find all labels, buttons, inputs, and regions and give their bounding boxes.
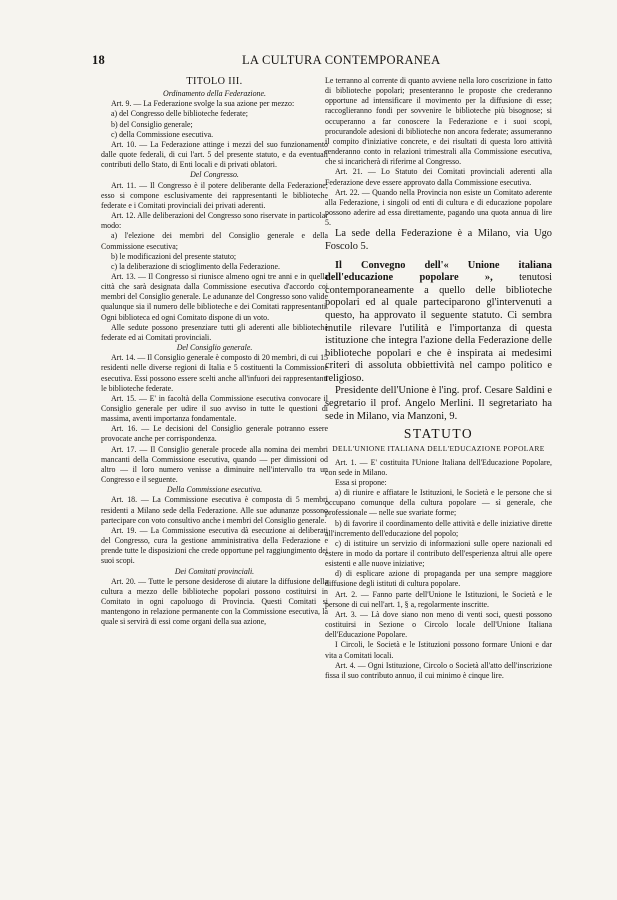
notice-text: tenutosi contemporaneamente a quello delle biblioteche popolari ed al quale parteciparono gl'intervenuti a questo, ha approvato il seguente statuto. Ci sembra inutile rilevare l'utilità e l'importanza di questa istituzione che integra l'azione della Federazione delle biblioteche popolari e che è inspirata ai medesimi criteri di assoluta obbiettività nel campo politico e religioso. (325, 272, 553, 384)
paragraph: Art. 14. — Il Consiglio generale è composto di 20 membri, di cui 15 residenti nelle diverse regioni di Italia e 5 costituenti la Commissione esecutiva. Essi possono essere scelti anche all'infuori dei rappresentanti le biblioteche federate. (101, 353, 328, 393)
paragraph: Art. 22. — Quando nella Provincia non esiste un Comitato aderente alla Federazione, i singoli od enti di cultura e di educazione popolare possono aderire ad essa direttamente, pagando una quota annua di lire 5. (325, 187, 552, 228)
paragraph: Art. 16. — Le decisioni del Consiglio generale potranno essere provocate anche per corrispondenza. (101, 424, 328, 444)
left-column (101, 76, 328, 627)
notice-lead: Il Convegno dell'« Unione italiana dell'educazione popolare », (325, 259, 552, 284)
page-number: 18 (92, 53, 106, 67)
paragraph: Le terranno al corrente di quanto avviene nella loro coscrizione in fatto di biblioteche popolari; presenteranno le proposte che crederanno opportune ad intensificare il movimento per la diffusione di esse; raccoglieranno fondi per sovvenire le biblioteche più bisognose; si occuperanno a far conoscere la Federazione e i suoi scopi, procurandole adesioni di biblioteche non ancora federate; assumeranno il compito d'iniziative concrete, e dei risultati di questa loro attività renderanno conto in relazioni trimestrali alla Commissione esecutiva, che si incaricherà di riferirne al Congresso. (325, 76, 552, 167)
running-title: LA CULTURA CONTEMPORANEA (242, 53, 441, 67)
paragraph: Art. 17. — Il Consiglio generale procede alla nomina dei membri mancanti della Commissione esecutiva, quando — per dimissioni od altro — il loro numero venisse a diminuire nell'intervallo tra un Congresso e il seguente. (101, 444, 328, 485)
paragraph: a) del Congresso delle biblioteche federate; (111, 109, 248, 119)
paragraph: Art. 9. — La Federazione svolge la sua azione per mezzo: (111, 99, 295, 109)
section-subheading: Del Congresso. (190, 170, 239, 180)
paragraph: I Circoli, le Società e le Istituzioni possono formare Unioni e dar vita a Comitati locali. (325, 640, 552, 660)
section-title: TITOLO III. (186, 76, 243, 87)
paragraph: c) della Commissione esecutiva. (111, 129, 214, 139)
paragraph: Alle sedute possono presenziare tutti gli aderenti alle biblioteche federate ed ai Comitati provinciali. (101, 322, 328, 342)
paragraph: Art. 15. — E' in facoltà della Commissione esecutiva convocare il Consiglio generale per udire il suo avviso in tutte le questioni di massima, aventi importanza fondamentale. (101, 393, 328, 424)
page-header (92, 53, 552, 69)
section-subheading: Dei Comitati provinciali. (174, 566, 255, 576)
paragraph: Art. 1. — E' costituita l'Unione Italiana dell'Educazione Popolare, con sede in Milano. (325, 457, 552, 477)
section-subheading: Ordinamento della Federazione. (163, 89, 266, 99)
statute-subtitle: DELL'UNIONE ITALIANA DELL'EDUCAZIONE POPOLARE (332, 444, 545, 454)
section-subheading: Del Consiglio generale. (176, 343, 253, 353)
paragraph: c) la deliberazione di scioglimento della Federazione. (111, 261, 280, 271)
notice-paragraph (325, 260, 552, 386)
section-subheading: Della Commissione esecutiva. (166, 485, 263, 495)
paragraph: a) di riunire e affiatare le Istituzioni, le Società e le persone che si occupano comunque della cultura popolare — sì generale, che professionale — nelle sue svariate forme; (325, 488, 552, 518)
right-column (325, 76, 552, 681)
paragraph: Art. 13. — Il Congresso si riunisce almeno ogni tre anni e in quella città che sarà designata dalla Commissione esecutiva d'accordo coi membri del Consiglio generale. Le adunanze del Congresso sono valide qualunque sia il numero delle biblioteche e dei Comitati rappresentanti. Ogni biblioteca ed ogni Comitato dispone di un voto. (101, 271, 328, 322)
paragraph: b) le modificazioni del presente statuto; (111, 251, 237, 261)
notice-paragraph: Presidente dell'Unione è l'ing. prof. Cesare Saldini e segretario il prof. Angelo Merlini. Il segretariato ha sede in Milano, via Manzoni, 9. (325, 385, 552, 422)
paragraph: Art. 20. — Tutte le persone desiderose di aiutare la diffusione della cultura a mezzo delle biblioteche popolari possono costituirsi in Comitato in ogni capoluogo di Provincia. Questi Comitati si mantengono in relazione permanente con la Commissione esecutiva, la quale si servirà di essi come organi della sua azione, (101, 576, 328, 627)
paragraph: Art. 11. — Il Congresso è il potere deliberante della Federazione; esso si compone esclusivamente dei rappresentanti le biblioteche federate e i Comitati provinciali dei privati aderenti. (101, 180, 328, 210)
paragraph: Art. 21. — Lo Statuto dei Comitati provinciali aderenti alla Federazione deve essere approvato dalla Commissione esecutiva. (325, 167, 552, 187)
notice-paragraph: La sede della Federazione è a Milano, via Ugo Foscolo 5. (325, 228, 552, 252)
statute-title: STATUTO (403, 426, 474, 442)
paragraph: Art. 18. — La Commissione esecutiva è composta di 5 membri residenti a Milano sede della Federazione. Alle sue adunanze possono partecipare con voto consultivo anche i membri del Consiglio generale. (101, 495, 328, 525)
paragraph: c) di istituire un servizio di informazioni sulle opere nazionali ed estere in modo da portare il contributo dell'esperienza altrui alle opere esistenti e alle nuove iniziative; (325, 538, 552, 569)
paragraph: Art. 3. — Là dove siano non meno di venti soci, questi possono costituirsi in Sezione o Circolo locale dell'Unione Italiana dell'Educazione Popolare. (325, 609, 552, 640)
paragraph: b) di favorire il coordinamento delle attività e delle iniziative dirette all'incremento dell'educazione del popolo; (325, 518, 552, 538)
paragraph: Art. 10. — La Federazione attinge i mezzi del suo funzionamento dalle quote federali, di cui l'art. 5 del presente statuto, e da eventuali contributi dello Stato, di Enti locali e di privati oblatori. (101, 139, 328, 170)
paragraph: d) di esplicare azione di propaganda per una sempre maggiore diffusione degli istituti di cultura popolare. (325, 569, 552, 589)
paragraph: Art. 2. — Fanno parte dell'Unione le Istituzioni, le Società e le persone di cui nell'art. 1, § a, regolarmente inscritte. (325, 589, 552, 609)
paragraph: a) l'elezione dei membri del Consiglio generale e della Commissione esecutiva; (101, 231, 328, 251)
paragraph: Art. 4. — Ogni Istituzione, Circolo o Società all'atto dell'inscrizione fissa il suo contributo annuo, il cui minimo è cinque lire. (325, 660, 552, 680)
paragraph: Art. 12. Alle deliberazioni del Congresso sono riservate in particolar modo: (101, 211, 328, 231)
paragraph: Essa si propone: (335, 477, 387, 487)
paragraph: Art. 19. — La Commissione esecutiva dà esecuzione ai deliberati del Congresso, cura la gestione amministrativa della Federazione e prende tutte le disposizioni che crede opportune pel raggiungimento dei suoi scopi. (101, 525, 328, 566)
paragraph: b) del Consiglio generale; (111, 119, 193, 129)
